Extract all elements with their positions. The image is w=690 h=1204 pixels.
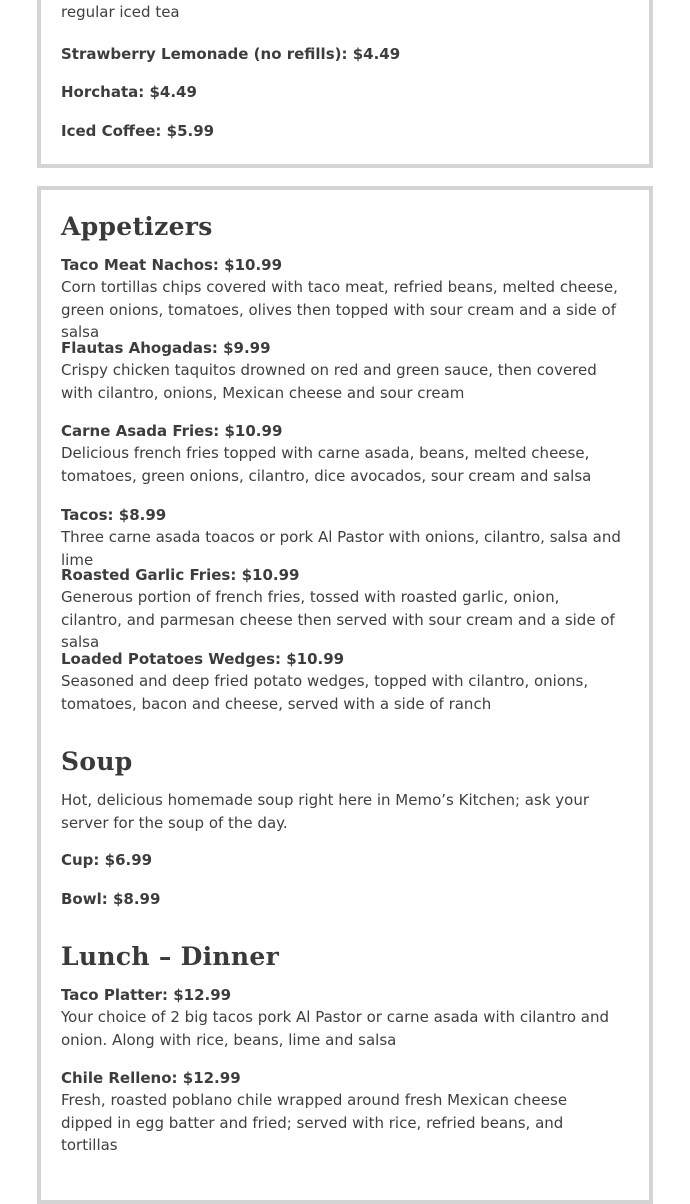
menu-item-description: Seasoned and deep fried potato wedges, topped with cilantro, onions, tomatoes, bacon and cheese, served with a side of ranch — [61, 672, 589, 713]
menu-item-loaded-potatoes-wedges — [61, 648, 621, 715]
menu-item-description: Generous portion of french fries, tossed with roasted garlic, onion, cilantro, and parmesan cheese then served with sour cream and a side of salsa — [61, 588, 615, 651]
soup-cup-price: Cup: $6.99 — [61, 851, 153, 869]
menu-item-description: Delicious french fries topped with carne asada, beans, melted cheese, tomatoes, green onions, cilantro, dice avocados, sour cream and salsa — [61, 444, 592, 485]
menu-item-carne-asada-fries — [61, 420, 621, 487]
drink-item-strawberry-lemonade: Strawberry Lemonade (no refills): $4.49 — [61, 45, 401, 63]
menu-item-name: Tacos: $8.99 — [61, 506, 167, 524]
menu-item-name: Carne Asada Fries: $10.99 — [61, 422, 283, 440]
soup-bowl-price: Bowl: $8.99 — [61, 890, 161, 908]
menu-item-name: Chile Relleno: $12.99 — [61, 1069, 241, 1087]
menu-item-name: Taco Meat Nachos: $10.99 — [61, 256, 283, 274]
drinks-truncated-line2: regular iced tea — [61, 2, 180, 21]
menu-item-name: Roasted Garlic Fries: $10.99 — [61, 566, 300, 584]
drinks-truncated-description — [61, 0, 621, 33]
menu-item-name: Loaded Potatoes Wedges: $10.99 — [61, 650, 345, 668]
menu-item-description: Your choice of 2 big tacos pork Al Pastor or carne asada with cilantro and onion. Along with rice, beans, lime and salsa — [61, 1008, 610, 1049]
menu-item-description: Crispy chicken taquitos drowned on red and green sauce, then covered with cilantro, onions, Mexican cheese and sour cream — [61, 361, 597, 402]
soup-intro: Hot, delicious homemade soup right here in Memo’s Kitchen; ask your server for the soup of the day. — [61, 791, 589, 832]
menu-item-description: Fresh, roasted poblano chile wrapped around fresh Mexican cheese dipped in egg batter and fried; served with rice, refried beans, and tortillas — [61, 1091, 568, 1154]
section-title-appetizers: Appetizers — [61, 212, 213, 241]
menu-item-taco-meat-nachos — [61, 254, 621, 344]
menu-item-name: Taco Platter: $12.99 — [61, 986, 232, 1004]
menu-item-taco-platter — [61, 984, 621, 1051]
section-title-soup: Soup — [61, 747, 133, 776]
drink-item-horchata: Horchata: $4.49 — [61, 83, 197, 101]
menu-item-flautas-ahogadas — [61, 337, 621, 404]
menu-item-roasted-garlic-fries — [61, 564, 621, 654]
drink-item-iced-coffee: Iced Coffee: $5.99 — [61, 122, 215, 140]
menu-item-tacos — [61, 504, 621, 571]
menu-item-description: Three carne asada toacos or pork Al Pastor with onions, cilantro, salsa and lime — [61, 528, 621, 569]
menu-item-name: Flautas Ahogadas: $9.99 — [61, 339, 271, 357]
menu-item-chile-relleno — [61, 1067, 621, 1157]
section-title-lunch-dinner: Lunch – Dinner — [61, 942, 280, 971]
menu-item-description: Corn tortillas chips covered with taco meat, refried beans, melted cheese, green onions, tomatoes, olives then topped with sour cream and a side of salsa — [61, 278, 618, 341]
